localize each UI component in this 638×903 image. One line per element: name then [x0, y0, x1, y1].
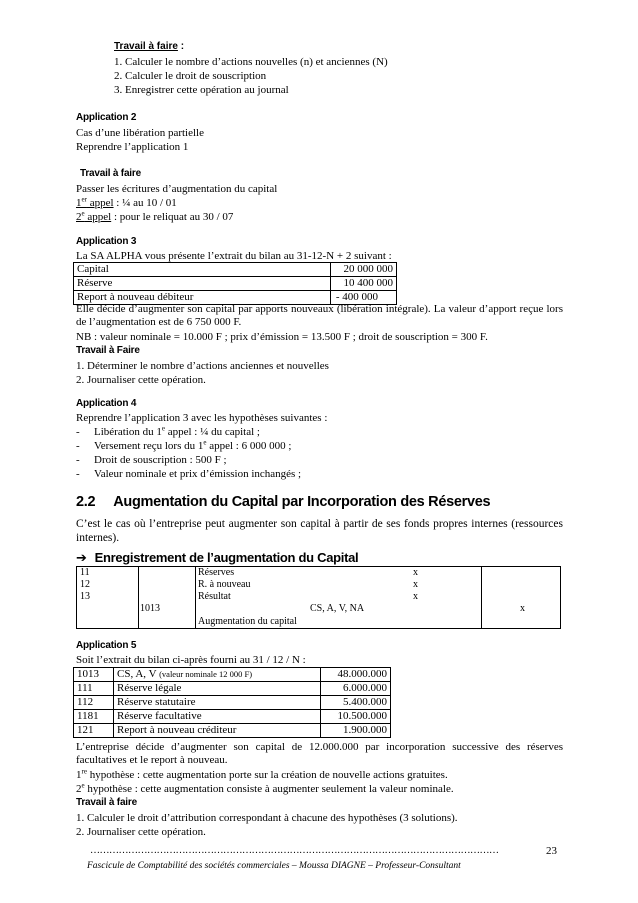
app4-item-4: - Valeur nominale et prix d’émission inchangés ;: [76, 468, 302, 480]
enregistrement-heading: ➔ Enregistrement de l’augmentation du Capital: [76, 550, 359, 565]
bilan-label: Report à nouveau débiteur: [74, 291, 331, 305]
table-row: [74, 696, 391, 710]
travail-heading-1: Travail à faire :: [114, 41, 185, 52]
section-heading: 2.2 Augmentation du Capital par Incorporation des Réserves: [76, 494, 491, 510]
credit-amount: x: [520, 603, 525, 614]
entry-label: Réserves: [198, 567, 235, 578]
app5-item-2: 2. Journaliser cette opération.: [76, 826, 206, 838]
account-label: Réserve statutaire: [114, 696, 321, 710]
account-label: CS, A, V (valeur nominale 12 000 F): [114, 668, 321, 682]
divider: [195, 567, 196, 628]
debit-amount: x: [413, 567, 418, 578]
entry-caption: Augmentation du capital: [198, 616, 297, 627]
app4-item-3: - Droit de souscription : 500 F ;: [76, 454, 227, 466]
app3-intro: La SA ALPHA vous présente l’extrait du bilan au 31-12-N + 2 suivant :: [76, 250, 392, 262]
table-row: [74, 724, 391, 738]
app4-title: Application 4: [76, 398, 137, 409]
app3-title: Application 3: [76, 236, 137, 247]
account-code: 121: [74, 724, 114, 738]
account-value: 6.000.000: [321, 682, 391, 696]
travail1-item-2: 2. Calculer le droit de souscription: [114, 70, 267, 82]
entry-label: CS, A, V, NA: [310, 603, 365, 614]
app3-travail-title: Travail à Faire: [76, 345, 140, 356]
app2-line1: Cas d’une libération partielle: [76, 127, 204, 139]
debit-account: 13: [80, 591, 90, 602]
account-value: 5.400.000: [321, 696, 391, 710]
travail1-item-3: 3. Enregistrer cette opération au journal: [114, 84, 289, 96]
table-row: [74, 710, 391, 724]
table-row: [74, 263, 397, 277]
footer-dots: …………………………………………………………………………………………………………………: [90, 845, 499, 856]
app3-item-1: 1. Déterminer le nombre d’actions anciennes et nouvelles: [76, 360, 329, 372]
section-para: C’est le cas où l’entreprise peut augmenter son capital à partir de ses fonds propres internes (ressources internes).: [76, 518, 563, 544]
app2-appel2: 2e appel : pour le reliquat au 30 / 07: [76, 209, 234, 223]
bilan-value: - 400 000: [331, 291, 397, 305]
account-code: 1013: [74, 668, 114, 682]
table-row: [74, 668, 391, 682]
debit-amount: x: [413, 591, 418, 602]
footer-text: Fascicule de Comptabilité des sociétés commerciales – Moussa DIAGNE – Professeur-Consultant: [87, 861, 461, 871]
bilan-value: 20 000 000: [331, 263, 397, 277]
app2-line3: Passer les écritures d’augmentation du capital: [76, 183, 278, 195]
bilan-label: Capital: [74, 263, 331, 277]
debit-account: 12: [80, 579, 90, 590]
debit-account: 11: [80, 567, 90, 578]
app3-bilan-table: [73, 262, 397, 305]
bilan-value: 10 400 000: [331, 277, 397, 291]
app2-appel1: 1er appel : ¼ au 10 / 01: [76, 195, 177, 209]
app3-nb: NB : valeur nominale = 10.000 F ; prix d’émission = 13.500 F ; droit de souscription = 300 F.: [76, 331, 488, 343]
entry-label: Résultat: [198, 591, 231, 602]
account-label: Réserve légale: [114, 682, 321, 696]
account-value: 10.500.000: [321, 710, 391, 724]
account-label: Report à nouveau créditeur: [114, 724, 321, 738]
app4-item-2: - Versement reçu lors du 1e appel : 6 000 000 ;: [76, 438, 292, 452]
app2-title: Application 2: [76, 112, 137, 123]
app2-line2: Reprendre l’application 1: [76, 141, 189, 153]
account-value: 48.000.000: [321, 668, 391, 682]
app4-intro: Reprendre l’application 3 avec les hypothèses suivantes :: [76, 412, 328, 424]
app5-title: Application 5: [76, 640, 137, 651]
app5-hyp1: 1re hypothèse : cette augmentation porte sur la création de nouvelle actions gratuites.: [76, 767, 448, 781]
travail1-item-1: 1. Calculer le nombre d’actions nouvelles (n) et anciennes (N): [114, 56, 388, 68]
app3-item-2: 2. Journaliser cette opération.: [76, 374, 206, 386]
app5-hyp2: 2e hypothèse : cette augmentation consiste à augmenter seulement la valeur nominale.: [76, 781, 454, 795]
app5-item-1: 1. Calculer le droit d’attribution correspondant à chacune des hypothèses (3 solutions).: [76, 812, 458, 824]
account-value: 1.900.000: [321, 724, 391, 738]
arrow-right-icon: ➔: [76, 550, 87, 565]
bilan-label: Réserve: [74, 277, 331, 291]
account-code: 112: [74, 696, 114, 710]
app4-item-1: - Libération du 1e appel : ¼ du capital ;: [76, 424, 260, 438]
app5-intro: Soit l’extrait du bilan ci-après fourni au 31 / 12 / N :: [76, 654, 306, 666]
app5-bilan-table: [73, 667, 391, 738]
account-code: 1181: [74, 710, 114, 724]
credit-account: 1013: [140, 603, 160, 614]
page-number: 23: [546, 845, 557, 857]
divider: [481, 567, 482, 628]
app5-travail-title: Travail à faire: [76, 797, 137, 808]
app5-para: L’entreprise décide d’augmenter son capital de 12.000.000 par incorporation successive des réserves facultatives et le report à nouveau.: [76, 741, 563, 766]
table-row: [74, 682, 391, 696]
account-label: Réserve facultative: [114, 710, 321, 724]
account-code: 111: [74, 682, 114, 696]
divider: [138, 567, 139, 628]
table-row: [74, 277, 397, 291]
journal-entry-box: [76, 566, 561, 629]
app2-travail-title: Travail à faire: [80, 168, 141, 179]
entry-label: R. à nouveau: [198, 579, 251, 590]
debit-amount: x: [413, 579, 418, 590]
app3-para: Elle décide d’augmenter son capital par apports nouveaux (libération intégrale). La valeur d’apport reçue lors de l’augmentation est de 6 750 000 F.: [76, 303, 563, 328]
